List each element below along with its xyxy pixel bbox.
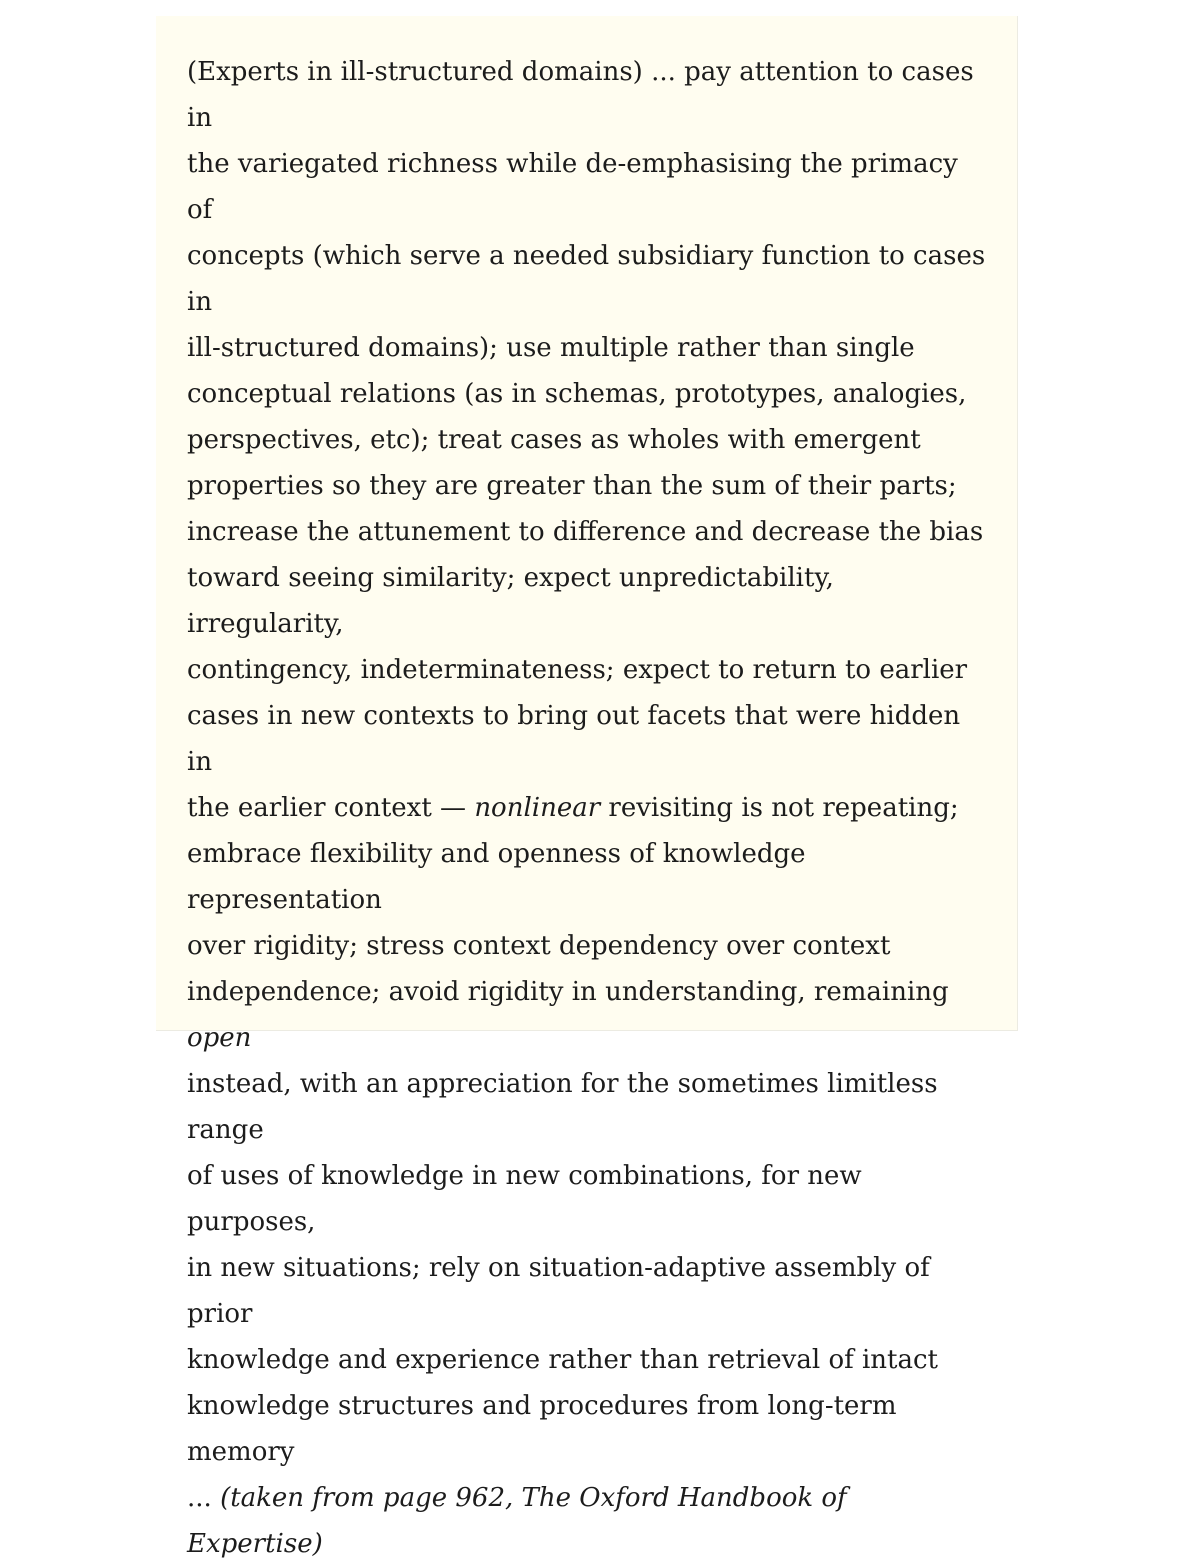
quote-segment: (Experts in ill-structured domains) ... pay attention to cases in the variegated richness while de-emphasising the primacy of concepts (which serve a needed subsidiary function to cases in ill-structured domains); use multiple rather than single conceptual relations (as in schemas, prototypes, analogies, perspectives, etc); treat cases as wholes with emergent properties so they are greater than the sum of their parts; increase the attunement to difference and decrease the bias toward seeing similarity; expect unpredictability, irregularity, contingency, indeterminateness; expect to return to earlier cases in new contexts to bring out facets that were hidden in the earlier context — — [187, 57, 986, 823]
quote-segment: instead, with an appreciation for the sometimes limitless range of uses of knowledge in new combinations, for new purposes, in new situations; rely on situation-adaptive assembly of prior knowledge and experience rather than retrieval of intact knowledge structures and procedures from long-term memory ... — [187, 1069, 939, 1513]
citation: (taken from page 962, The Oxford Handbook of Expertise) — [187, 1483, 847, 1559]
quote-text — [187, 49, 987, 1567]
emphasis-open: open — [187, 1023, 252, 1053]
emphasis-nonlinear: nonlinear — [474, 793, 601, 823]
quote-card — [156, 16, 1018, 1559]
quote-segment: revisiting is not repeating; embrace flexibility and openness of knowledge representation over rigidity; stress context dependency over context independence; avoid rigidity in understanding, remaining — [187, 793, 959, 1007]
